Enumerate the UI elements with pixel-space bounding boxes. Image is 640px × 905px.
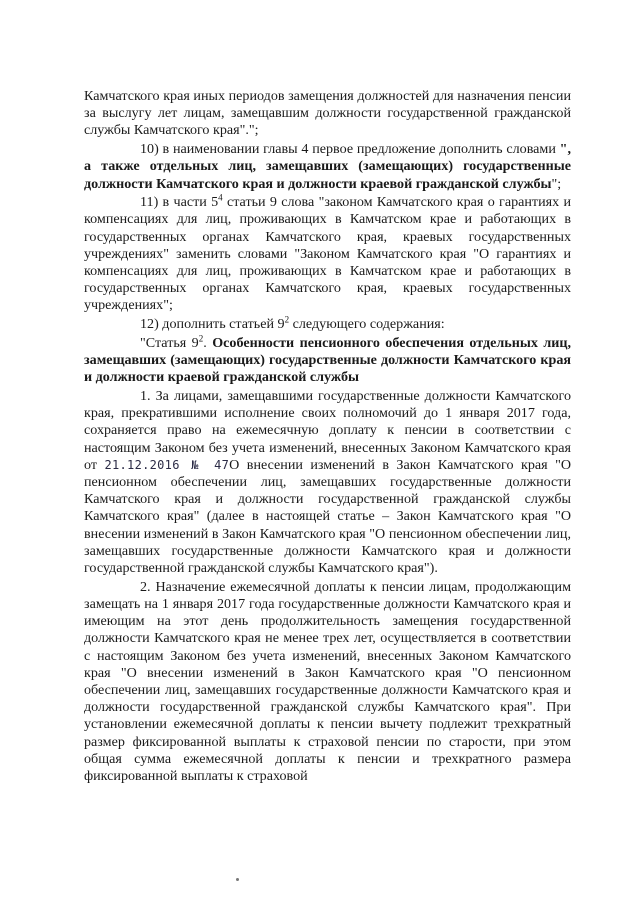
text-run: "Статья 9 (140, 334, 199, 351)
paragraph-continuation (84, 88, 571, 140)
text-run: 10) в наименовании главы 4 первое предложение дополнить словами (140, 141, 560, 158)
text-run: 2. Назначение ежемесячной доплаты к пенсии лицам, продолжающим замещать на 1 января 2017 года государственные должности Камчатского края и имеющим на этот день продолжительность замещения государственной должности Камчатского края не менее трех лет, осуществляется в соответствии с настоящим Законом без учета изменений, внесенных Законом Камчатского края "О внесении изменений в Закон Камчатского края "О пенсионном обеспечении лиц, замещавших государственные должности Камчатского края и должности государственной гражданской службы Камчатского края". При установлении ежемесячной доплаты к пенсии вычету подлежит трехкратный размер фиксированной выплаты к страховой пенсии по старости, при этом общая сумма ежемесячной доплаты к пенсии и трехкратного размера фиксированной выплаты к страховой (84, 578, 571, 784)
article-title: Особенности пенсионного обеспечения отдельных лиц, замещавших (замещающих) государственные должности Камчатского края и должности краевой гражданской службы (84, 334, 571, 386)
text-run: Камчатского края иных периодов замещения должностей для назначения пенсии за выслугу лет лицам, замещавшим должности государственной гражданской службы Камчатского края"."; (84, 88, 571, 139)
text-run: 11) в части 5 (140, 194, 219, 211)
text-run: . (203, 334, 213, 351)
document-body (84, 88, 571, 787)
paragraph-clause-1 (84, 388, 571, 577)
article-heading (84, 335, 571, 387)
text-run: 12) дополнить статьей 9 (140, 316, 285, 333)
scan-dot (236, 878, 239, 881)
superscript: 2 (284, 314, 290, 325)
text-run: О внесении изменений в Закон Камчатского края "О пенсионном обеспечении лиц, замещавших государственные должности Камчатского края и должности государственной гражданской службы Камчатского края" (далее в настоящей статье – Закон Камчатского края "О внесении изменений в Закон Камчатского края "О пенсионном обеспечении лиц, замещавших государственные должности Камчатского края и должности государственной гражданской службы Камчатского края"). (84, 456, 571, 576)
paragraph-item-10 (84, 141, 571, 193)
paragraph-item-11 (84, 194, 571, 314)
bold-text-run: ", а также отдельных лиц, замещавших (замещающих) государственные должности Камчатского края и должности краевой гражданской службы (84, 141, 571, 192)
handwritten-date-number: 21.12.2016 № 47 (104, 457, 230, 472)
paragraph-item-12 (84, 316, 571, 333)
text-run: "; (551, 175, 562, 192)
superscript: 4 (218, 192, 223, 203)
text-run: следующего содержания: (289, 316, 445, 333)
superscript: 2 (198, 333, 204, 344)
text-run: статьи 9 слова "законом Камчатского края о гарантиях и компенсациях для лиц, проживающих в Камчатском крае и работающих в государственных органах Камчатского края, краевых государственных учреждениях" заменить словами "Законом Камчатского края "О гарантиях и компенсациях для лиц, проживающих в Камчатском крае и работающих в государственных органах Камчатского края, краевых государственных учреждениях"; (84, 194, 572, 314)
paragraph-clause-2 (84, 579, 571, 785)
text-run: 1. За лицами, замещавшими государственные должности Камчатского края, прекратившими исполнение своих полномочий до 1 января 2017 года, сохраняется право на ежемесячную доплату к пенсии в соответствии с настоящим Законом без учета изменений, внесенных Законом Камчатского края от (84, 387, 571, 473)
